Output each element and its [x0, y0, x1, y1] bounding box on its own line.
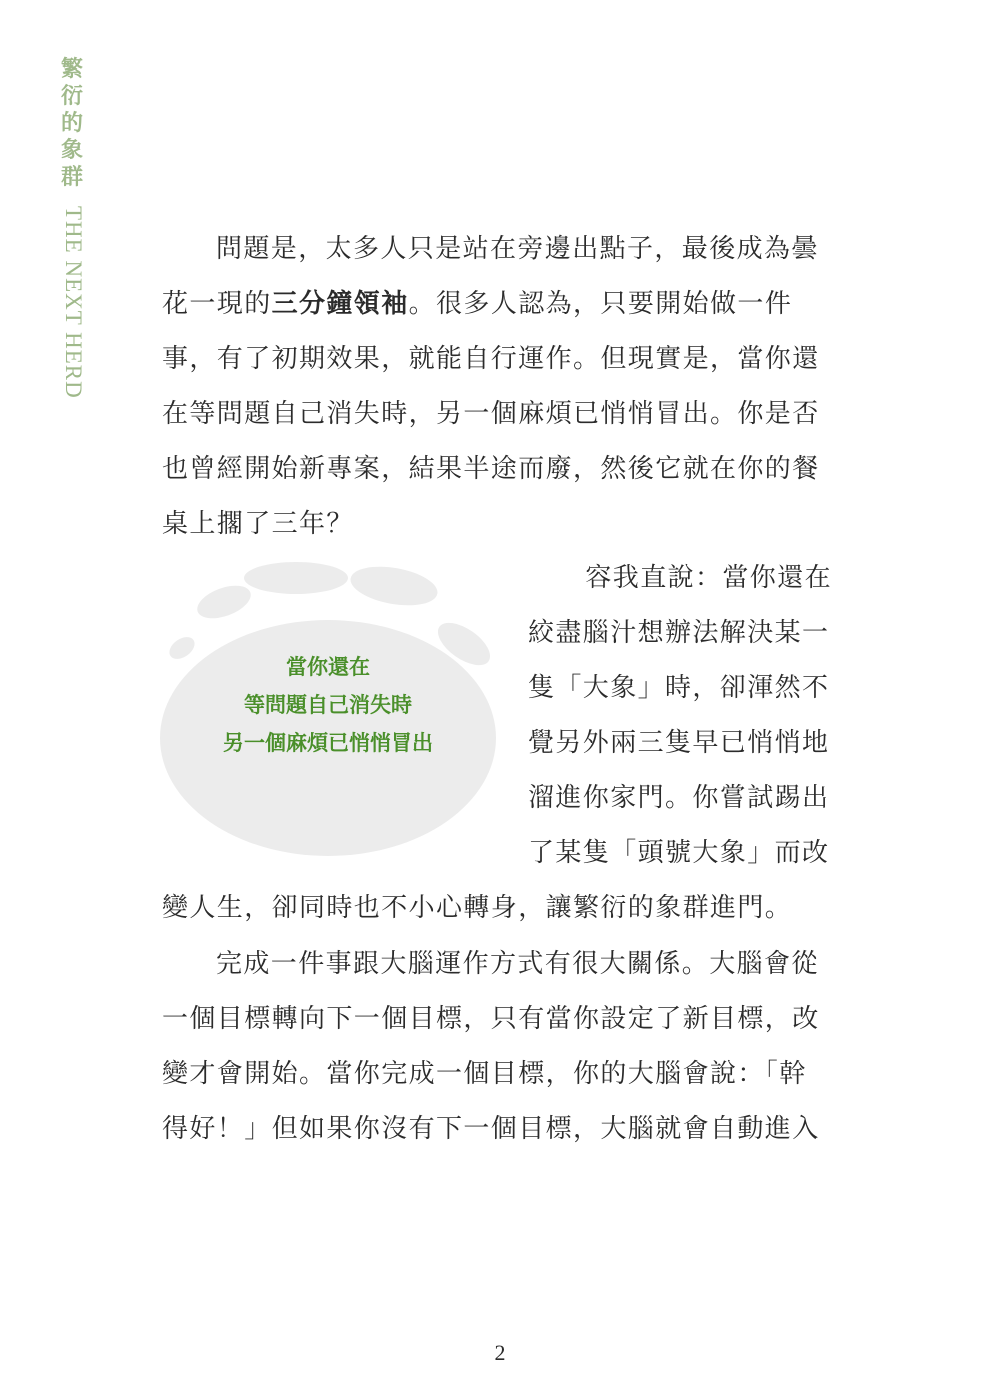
text-span: 花一現的 — [162, 289, 272, 319]
book-subtitle-vertical: THE NEXT HERD — [61, 206, 86, 399]
text-line: 在等問題自己消失時，另一個麻煩已悄悄冒出。你是否 — [162, 399, 820, 429]
text-line: 隻「大象」時，卻渾然不 — [528, 673, 830, 703]
pull-quote-callout — [158, 560, 498, 860]
paragraph-1 — [162, 222, 832, 552]
text-line: 變人生，卻同時也不小心轉身，讓繁衍的象群進門。 — [162, 893, 793, 923]
text-line: 覺另外兩三隻早已悄悄地 — [528, 728, 830, 758]
bold-term: 三分鐘領袖 — [271, 289, 409, 319]
paragraph-2-end — [162, 881, 832, 936]
text-line: 絞盡腦汁想辦法解決某一 — [528, 618, 830, 648]
text-line: 變才會開始。當你完成一個目標，你的大腦會說：「幹 — [162, 1059, 807, 1089]
callout-text — [158, 648, 498, 762]
callout-line: 等問題自己消失時 — [244, 693, 412, 717]
page-number: 2 — [494, 1340, 506, 1365]
callout-line: 另一個麻煩已悄悄冒出 — [223, 731, 433, 755]
text-line: 桌上擱了三年？ — [162, 509, 354, 539]
text-line: 了某隻「頭號大象」而改 — [528, 838, 830, 868]
paragraph-3 — [162, 937, 832, 1157]
text-line: 問題是，太多人只是站在旁邊出點子，最後成為曇 — [216, 234, 819, 264]
paragraph-2-wrapped — [528, 551, 832, 881]
text-line: 一個目標轉向下一個目標，只有當你設定了新目標，改 — [162, 1004, 820, 1034]
text-line: 事，有了初期效果，就能自行運作。但現實是，當你還 — [162, 344, 820, 374]
book-title-vertical: 繁衍的象群 — [60, 57, 83, 190]
text-span: 。很多人認為，只要開始做一件 — [408, 289, 793, 319]
text-line: 完成一件事跟大腦運作方式有很大關係。大腦會從 — [216, 949, 819, 979]
text-line: 也曾經開始新專案，結果半途而廢，然後它就在你的餐 — [162, 454, 820, 484]
text-line: 溜進你家門。你嘗試踢出 — [528, 783, 830, 813]
text-line: 得好！」但如果你沒有下一個目標，大腦就會自動進入 — [162, 1114, 820, 1144]
text-line — [162, 277, 832, 332]
callout-line: 當你還在 — [286, 655, 370, 679]
text-line: 容我直說：當你還在 — [585, 563, 832, 593]
